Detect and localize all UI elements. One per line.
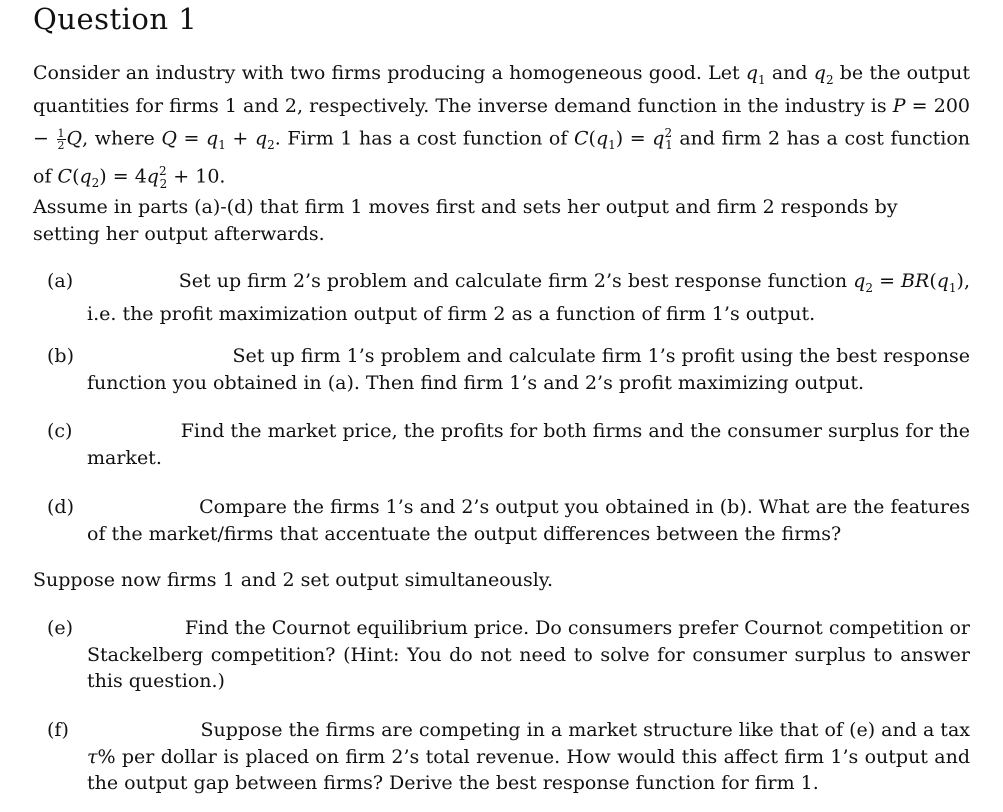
part-a-label: (a) bbox=[47, 270, 74, 292]
part-d: (d) Compare the firms 1’s and 2’s output you obtained in (b). What are the features of the market/firms that accentuate the output differences between the firms? bbox=[47, 496, 970, 545]
assumption-paragraph: Assume in parts (a)-(d) that firm 1 moves first and sets her output and firm 2 responds by setting her output afterwards. bbox=[33, 196, 898, 245]
part-c-label: (c) bbox=[47, 420, 73, 442]
part-e-label: (e) bbox=[47, 617, 74, 639]
part-b: (b) Set up firm 1’s problem and calculate firm 1’s profit using the best response function you obtained in (a). Then find firm 1’s and 2’s profit maximizing output. bbox=[47, 345, 970, 394]
part-d-label: (d) bbox=[47, 496, 74, 518]
part-e: (e) Find the Cournot equilibrium price. Do consumers prefer Cournot competition or Stackelberg competition? (Hint: You do not need to solve for consumer surplus to answer this question.) bbox=[47, 617, 970, 692]
part-f: (f) Suppose the firms are competing in a market structure like that of (e) and a tax τ% per dollar is placed on firm 2’s total revenue. How would this affect firm 1’s output and the output gap between firms? Derive the best response function for firm 1. bbox=[47, 719, 970, 794]
part-b-label: (b) bbox=[47, 345, 74, 367]
part-a: (a) Set up firm 2’s problem and calculate firm 2’s best response function $q_2 = BR(q_1)$, i.e. the profit maximization output of firm 2 as a function of firm 1’s output. bbox=[47, 270, 970, 326]
question-title: Question 1 bbox=[33, 2, 198, 36]
simultaneous-paragraph: Suppose now firms 1 and 2 set output simultaneously. bbox=[33, 569, 554, 591]
fraction-one-half: $\frac{1}{2}$ bbox=[57, 126, 65, 152]
intro-paragraph: Consider an industry with two firms producing a homogeneous good. Let $q_1$ and $q_2$ be the output quantities for firms 1 and 2, respectively. The inverse demand function in the industry is P = 200 − $\frac{1}{2}$ Q, where $Q = q_1 + q_2$. Firm 1 has a cost function of $C(q_1) = q^2_1$ and firm 2 has a cost function of $C(q_2) = 4q^2_2 + 10$. bbox=[33, 62, 971, 191]
part-f-label: (f) bbox=[47, 719, 69, 741]
part-c: (c) Find the market price, the profits for both firms and the consumer surplus for the market. bbox=[47, 420, 970, 469]
